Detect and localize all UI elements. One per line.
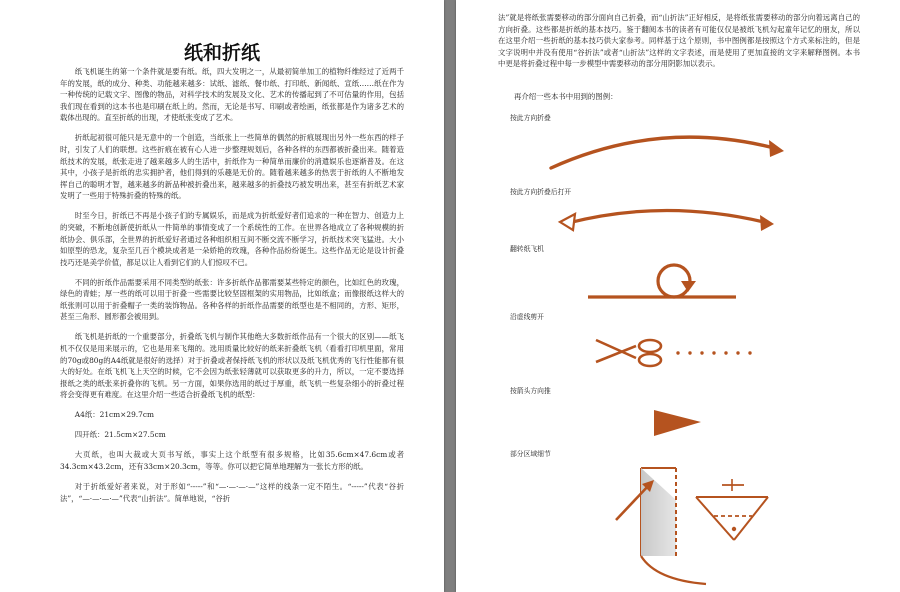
symbol-label-flip: 翻转纸飞机 <box>510 245 544 253</box>
fold-direction-arrow-icon <box>551 137 784 168</box>
paragraph: 纸飞机诞生的第一个条件就是要有纸。纸，四大发明之一，从最初简单加工的植物纤维经过了近两千年的发展，纸的成分、种类、功能越来越多：试纸、滤纸、餐巾纸、打印纸、新闻纸、宣纸……纸在作为一种传统的记载文字、图像的物品，对科学技术的发展及文化、艺术的传播起到了不可估量的作用，包括我们现在看到的这本书也是印刷在纸上的。然而，无论是书写、印刷或者绘画，纸张都是作为诸多艺术的载体出现的。直至折纸的出现，才使纸张变成了艺术。 <box>60 67 404 123</box>
scissors-cut-icon <box>596 340 752 366</box>
symbol-label-push: 按箭头方向推 <box>510 387 551 395</box>
symbol-label-detail: 部分区域细节 <box>510 450 551 458</box>
push-arrow-icon <box>654 410 701 436</box>
paragraph: 大页纸，也叫大裁或大页书写纸，事实上这个纸型有很多规格，比如35.6cm×47.6cm或者34.3cm×43.2cm，还有33cm×20.3cm，等等。你可以把它简单地理解为一张长方形的纸。 <box>60 450 404 471</box>
right-page <box>456 0 900 592</box>
paper-size-quarto: 四开纸：21.5cm×27.5cm <box>74 430 166 440</box>
paragraph: 折纸起初很可能只是无意中的一个创造，当纸张上一些简单的偶然的折痕展现出另外一些东西的样子时，引发了人们的联想。这些折痕在被有心人进一步整理规划后，各种各样的东西都被折叠出来。随着造纸技术的发展，纸张走进了越来越多人的生活中，折纸作为一种简单而廉价的消遣娱乐也逐渐普及。在这其中，小孩子是折纸的忠实拥护者，他们得到的乐趣是无价的。随着越来越多的热衷于折纸的人不断地发挥自己的聪明才智，越来越多的新品种被折叠出来，越来越多的折叠技巧被发明出来，甚至有折纸艺术家发明了一些用于特殊折叠的特殊的纸。 <box>60 133 404 201</box>
fold-and-unfold-arrow-icon <box>560 211 774 232</box>
paragraph: 法”就是将纸张需要移动的部分面向自己折叠，而“山折法”正好相反，是将纸张需要移动的部分向着远离自己的方向折叠。这些都是折纸的基本技巧。鉴于翻阅本书的读者有可能仅仅是被纸飞机勾起童年记忆的朋友，所以在这里介绍一些折纸的基本技巧供大家参考。同样基于这个原则，书中图例都是按照这个方式来标注的，但是文字说明中并没有使用“谷折法”或者“山折法”这样的文字表述，而是使用了更加直接的文字来解释图例。本书中更是将折叠过程中每一步模型中需要移动的部分用阴影加以表示。 <box>498 13 860 69</box>
left-body-text <box>60 66 404 513</box>
symbol-label-cut: 沿虚线剪开 <box>510 313 544 321</box>
symbol-label-fold-unfold: 按此方向折叠后打开 <box>510 188 572 196</box>
paragraph: 对于折纸爱好者来说，对于形如“-----”和“—·—·—·—”这样的线条一定不陌生。“-----”代表“谷折法”，“—·—·—·—”代表“山折法”。简单地说，“谷折 <box>60 481 404 503</box>
page-title: 纸和折纸 <box>183 42 260 64</box>
paragraph: 时至今日，折纸已不再是小孩子们的专属娱乐，而是成为折纸爱好者们追求的一种在智力、创造力上的突破，不断地创新使折纸从一件简单的事情变成了一个系统性的工作。在世界各地成立了各种规模的折纸协会、俱乐部，全世界的折纸爱好者通过各种组织相互间不断交流不断学习，折纸技术突飞猛进。大小如原型的恐龙，复杂至几百个模块成者是一朵娇艳的玫瑰，各种作品纷纷诞生。这些作品无论是设计折叠技巧还是美学价值，都足以让人看到它们的人们惊叹不已。 <box>60 211 404 267</box>
symbol-label-fold: 按此方向折叠 <box>510 114 551 122</box>
legend-symbols <box>456 0 900 592</box>
flip-over-icon <box>588 265 736 297</box>
legend-intro: 再介绍一些本书中用到的图例： <box>514 92 618 101</box>
paper-size-a4: A4纸：21cm×29.7cm <box>74 410 154 420</box>
paragraph: 纸飞机是折纸的一个重要部分，折叠纸飞机与制作其他绝大多数折纸作品有一个很大的区别——纸飞机不仅仅是用来展示的，它也是用来飞翔的。选用质量比较好的纸来折叠纸飞机（看看打印机里面，常用的70g或80g的A4纸就是很好的选择）对于折叠或者保持纸飞机的形状以及纸飞机优秀的飞行性能都有很大的好处。在纸飞机飞上天空的时候，它不会因为纸张轻薄就可以获取更多的升力，所以，一定不要选择报纸之类的纸张来折叠你的飞机。另一方面，如果你选用的纸过于厚重，纸飞机一些复杂细小的折叠过程将会变得更有难度。在这里介绍一些适合折叠纸飞机的纸型： <box>60 332 404 400</box>
paragraph: 不同的折纸作品需要采用不同类型的纸张：许多折纸作品都需要某些特定的颜色，比如红色的玫瑰，绿色的青蛙；厚一些的纸可以用于折叠一些需要比较坚固框架的实用物品，比如纸盒；而像报纸这样大的纸张则可以用于折叠帽子一类的装饰物品。各种各样的折纸作品需要的纸型也是不相同的，方形、矩形，甚至三角形、圆形都会被用到。 <box>60 277 404 322</box>
left-page <box>0 0 444 592</box>
detail-view-icon <box>616 468 768 584</box>
